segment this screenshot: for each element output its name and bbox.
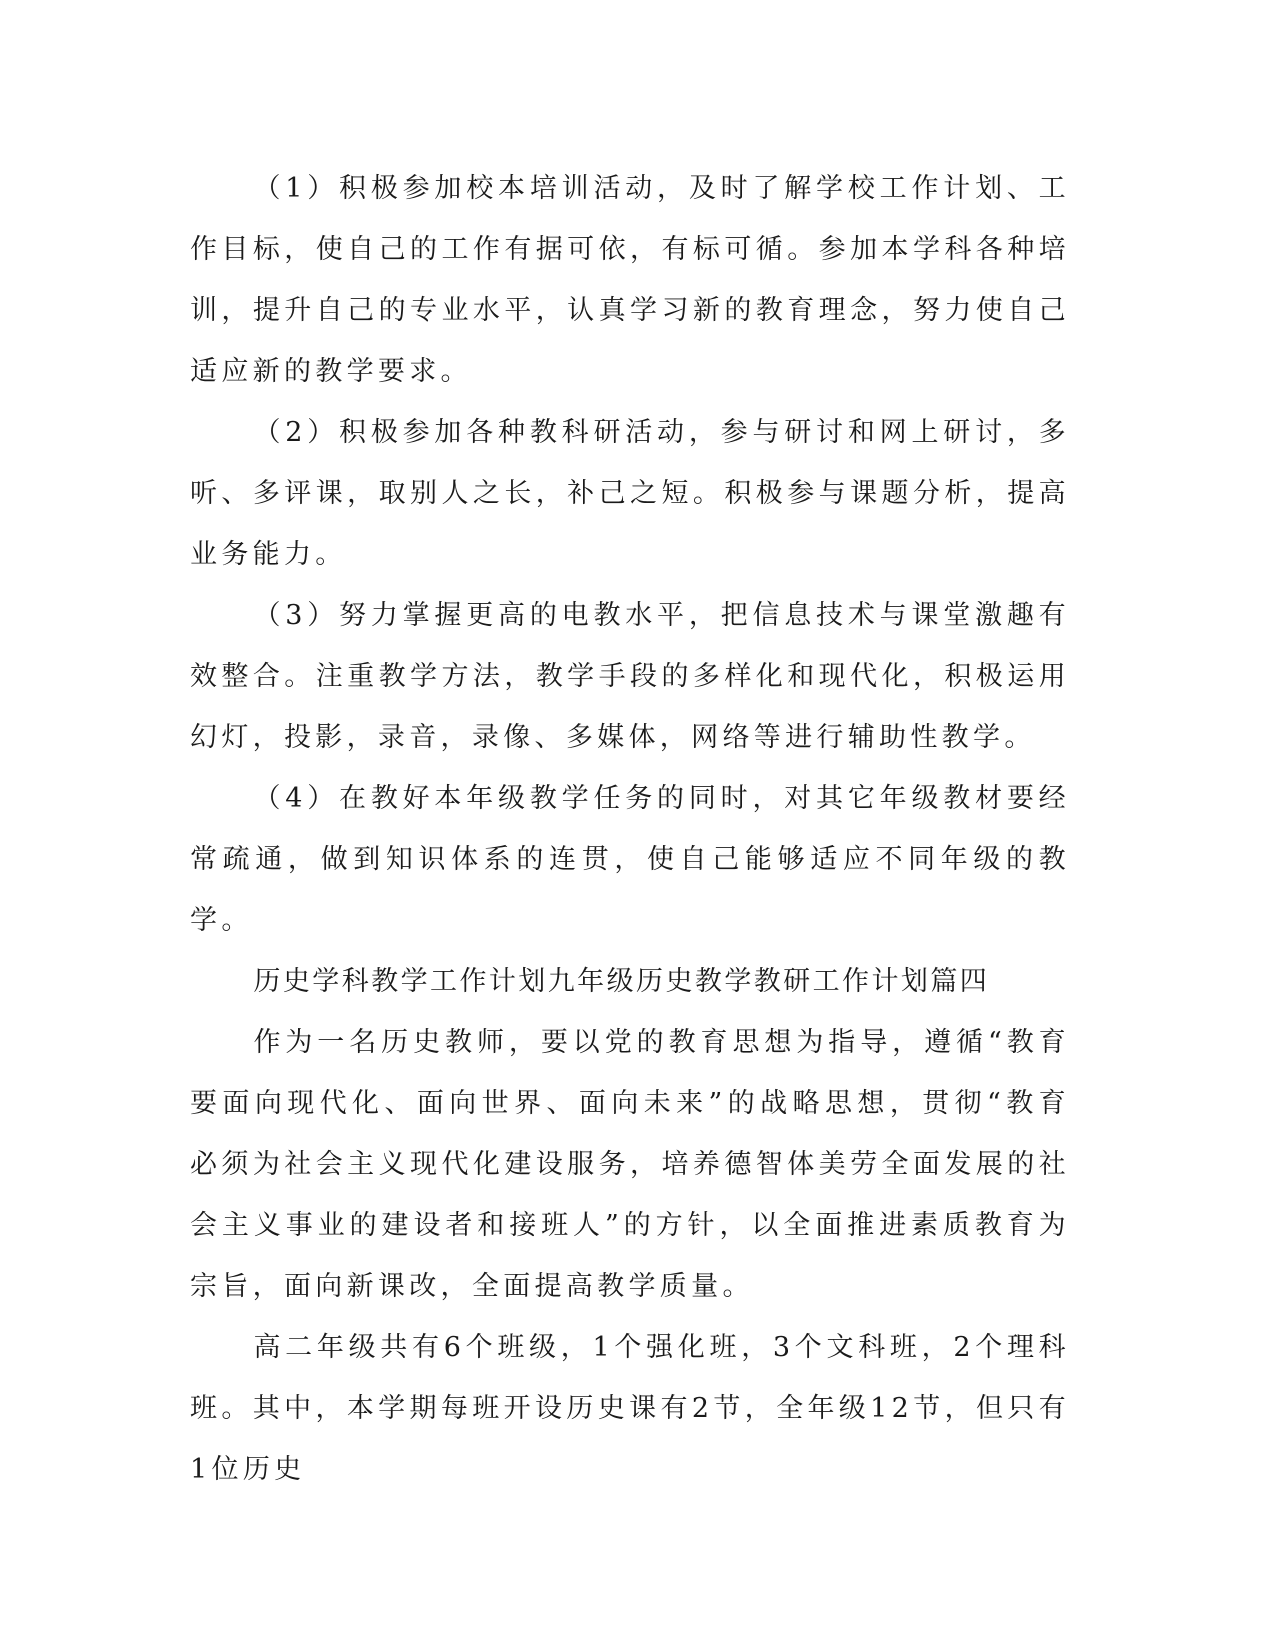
paragraph-item-1: （1）积极参加校本培训活动，及时了解学校工作计划、工作目标，使自己的工作有据可依，有标可循。参加本学科各种培训，提升自己的专业水平，认真学习新的教育理念，努力使自己适应新的教学要求。 — [190, 173, 1070, 387]
paragraph-item-3: （3）努力掌握更高的电教水平，把信息技术与课堂激趣有效整合。注重教学方法，教学手段的多样化和现代化，积极运用幻灯，投影，录音，录像、多媒体，网络等进行辅助性教学。 — [190, 600, 1070, 753]
paragraph-item-2: （2）积极参加各种教科研活动，参与研讨和网上研讨，多听、多评课，取别人之长，补己之短。积极参与课题分析，提高业务能力。 — [190, 417, 1070, 570]
paragraph-item-6: 高二年级共有6个班级，1个强化班，3个文科班，2个理科班。其中，本学期每班开设历史课有2节，全年级12节，但只有1位历史 — [190, 1332, 1070, 1485]
document-body — [190, 158, 1070, 1500]
paragraph-item-4: （4）在教好本年级教学任务的同时，对其它年级教材要经常疏通，做到知识体系的连贯，使自己能够适应不同年级的教学。 — [190, 783, 1070, 936]
paragraph-item-5: 作为一名历史教师，要以党的教育思想为指导，遵循“教育要面向现代化、面向世界、面向未来”的战略思想，贯彻“教育必须为社会主义现代化建设服务，培养德智体美劳全面发展的社会主义事业的建设者和接班人”的方针，以全面推进素质教育为宗旨，面向新课改，全面提高教学质量。 — [190, 1027, 1070, 1302]
section-heading: 历史学科教学工作计划九年级历史教学教研工作计划篇四 — [253, 966, 990, 997]
